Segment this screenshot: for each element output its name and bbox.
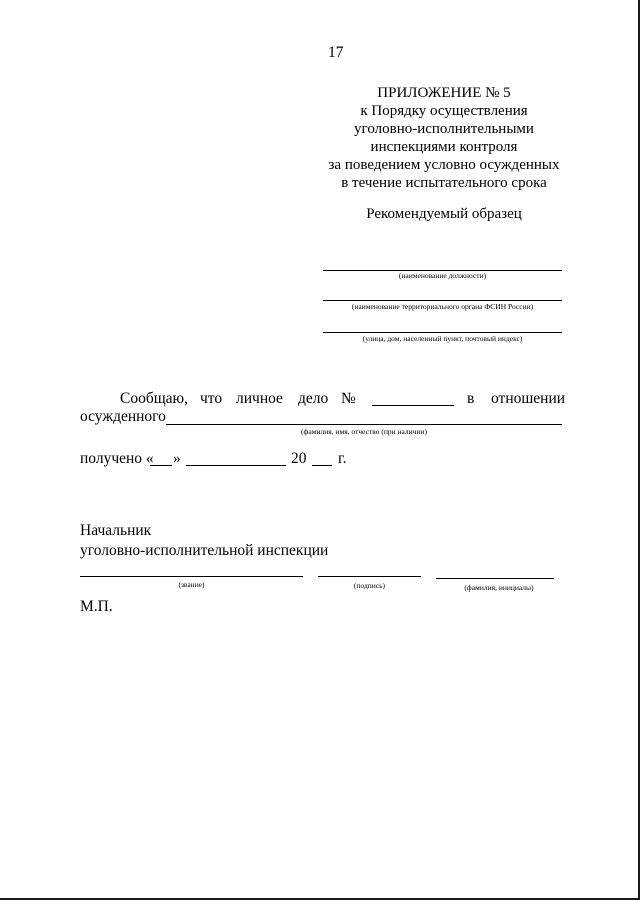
address-caption: (улица, дом, населенный пункт, почтовый индекс) (362, 334, 523, 343)
position-caption: (наименование должности) (398, 271, 487, 280)
rank-caption: (звание) (178, 580, 205, 589)
rank-field[interactable] (80, 576, 303, 577)
body-word-1: Сообщаю, (120, 390, 188, 407)
received-prefix: получено « (80, 450, 154, 467)
body-word-4: дело (298, 390, 329, 407)
stamp-place-label: М.П. (80, 598, 113, 615)
surname-initials-caption: (фамилия, инициалы) (464, 583, 534, 592)
case-number-field[interactable] (372, 405, 454, 406)
appendix-line-2: уголовно-исполнительными (354, 121, 534, 137)
received-close-quote: » (173, 450, 181, 467)
appendix-title: ПРИЛОЖЕНИЕ № 5 (377, 85, 511, 101)
appendix-line-1: к Порядку осуществления (360, 103, 528, 119)
territorial-body-caption: (наименование территориального органа ФСИН России) (351, 302, 534, 311)
convict-name-field[interactable] (166, 424, 562, 425)
appendix-line-4: за поведением условно осужденных (328, 157, 560, 173)
appendix-line-3: инспекциями контроля (370, 139, 518, 155)
received-year-field[interactable] (312, 465, 332, 466)
year-suffix: г. (338, 450, 347, 467)
body-word-5: № (341, 390, 356, 407)
body-word-3: личное (236, 390, 283, 407)
received-month-field[interactable] (186, 465, 286, 466)
body-word-2: что (200, 390, 223, 407)
convict-label: осужденного (80, 408, 166, 425)
signature-caption: (подпись) (353, 581, 386, 590)
body-word-6: в (467, 390, 475, 407)
received-day-field[interactable] (150, 465, 172, 466)
sample-label: Рекомендуемый образец (366, 206, 522, 222)
signer-position-line-1: Начальник (80, 522, 152, 539)
signer-position-line-2: уголовно-исполнительной инспекции (80, 542, 329, 559)
convict-name-caption: (фамилия, имя, отчество (при наличии) (301, 427, 427, 436)
territorial-body-field-line (323, 300, 562, 301)
address-field-line (323, 332, 562, 333)
page-number: 17 (328, 44, 344, 61)
surname-initials-field[interactable] (436, 578, 554, 579)
body-word-7: отношении (491, 390, 566, 407)
signature-field[interactable] (318, 576, 421, 577)
year-prefix: 20 (291, 450, 307, 467)
appendix-line-5: в течение испытательного срока (341, 175, 547, 191)
